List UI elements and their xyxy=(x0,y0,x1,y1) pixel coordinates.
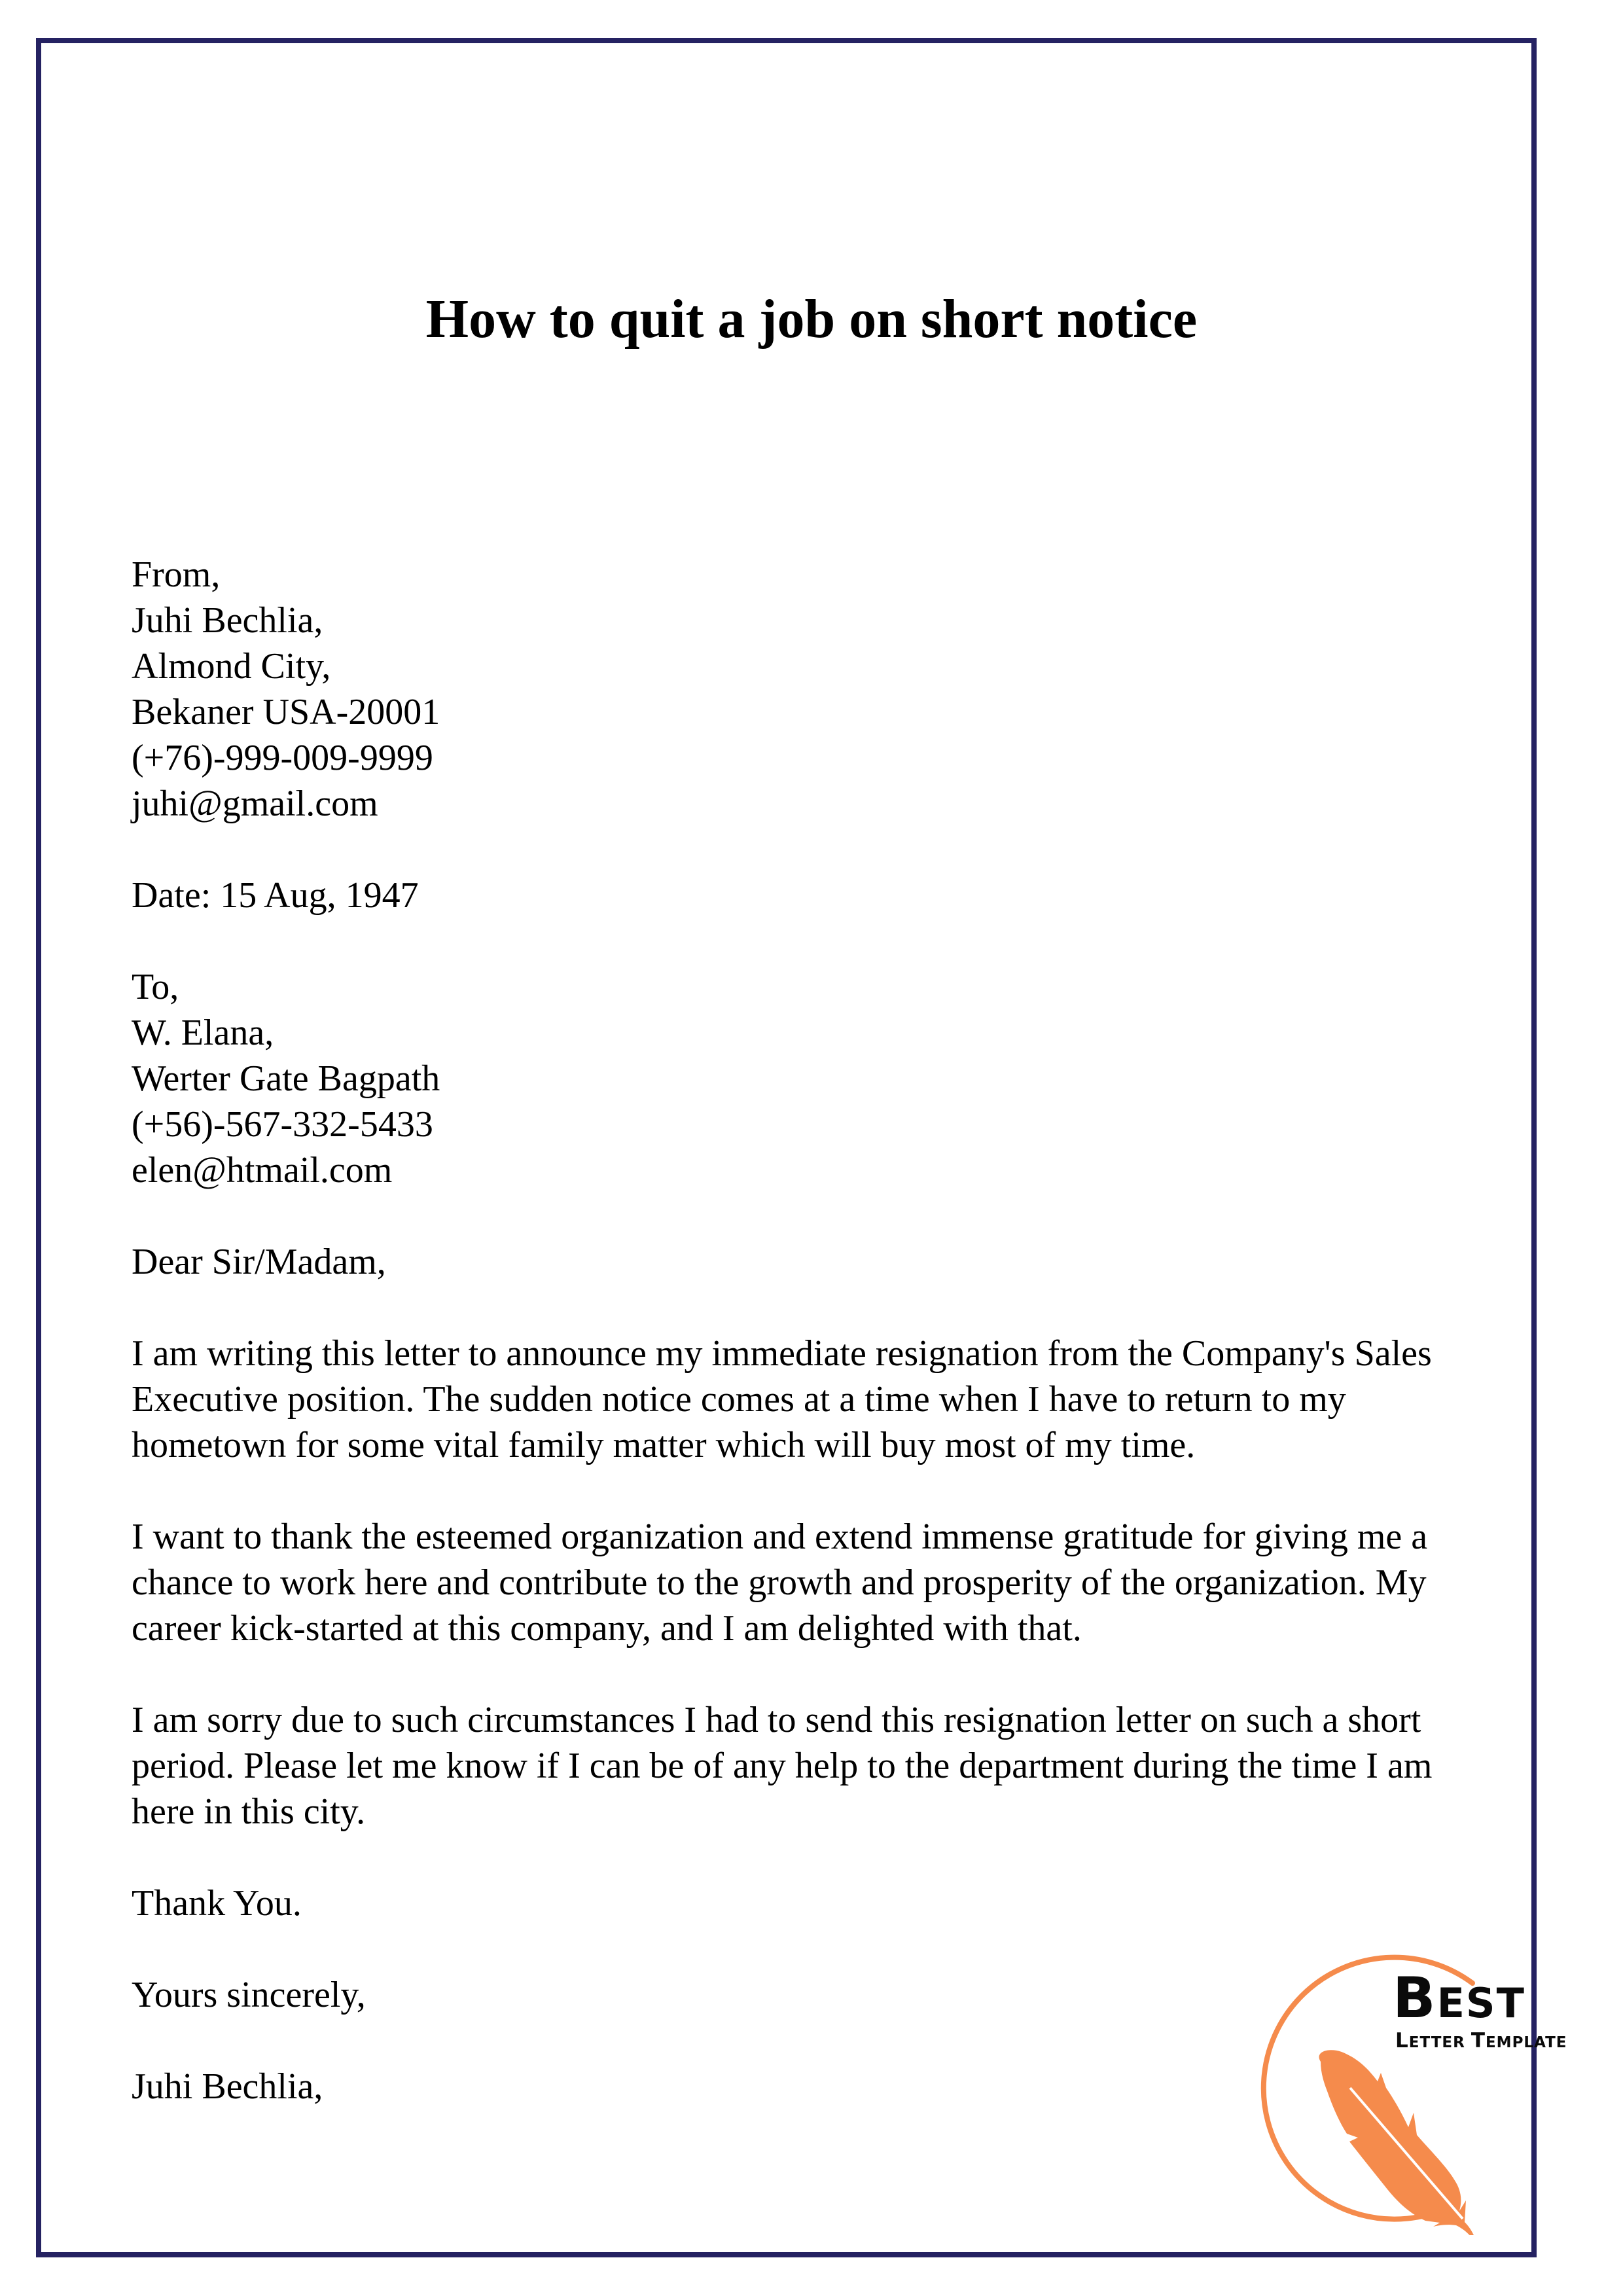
logo-best-initial: B xyxy=(1393,1965,1437,2031)
sender-label: From, xyxy=(132,554,221,595)
recipient-email: elen@htmail.com xyxy=(132,1150,393,1191)
body-paragraph-2 xyxy=(132,1514,1480,1651)
sender-name: Juhi Bechlia, xyxy=(132,600,323,641)
paragraph-line: here in this city. xyxy=(132,1791,366,1832)
logo-sub-initial: L xyxy=(1395,2029,1409,2053)
logo-sub-rest: ETTER xyxy=(1408,2034,1471,2051)
logo-wordmark-best xyxy=(1393,1965,1525,2033)
thanks-line: Thank You. xyxy=(132,1883,302,1924)
paragraph-line: Executive position. The sudden notice comes at a time when I have to return to my xyxy=(132,1379,1346,1420)
paragraph-line: chance to work here and contribute to the growth and prosperity of the organization. My xyxy=(132,1562,1427,1603)
recipient-phone: (+56)-567-332-5433 xyxy=(132,1104,433,1145)
body-paragraph-1 xyxy=(132,1331,1480,1468)
paragraph-line: hometown for some vital family matter which will buy most of my time. xyxy=(132,1425,1196,1465)
paragraph-line: I want to thank the esteemed organization and extend immense gratitude for giving me a xyxy=(132,1516,1428,1557)
sender-city: Almond City, xyxy=(132,646,331,687)
logo-best-rest: EST xyxy=(1436,1979,1525,2027)
document-title: How to quit a job on short notice xyxy=(425,289,1198,350)
sender-address: Bekaner USA-20001 xyxy=(132,692,440,732)
sender-phone: (+76)-999-009-9999 xyxy=(132,738,433,778)
logo-sub-initial: T xyxy=(1471,2029,1486,2053)
recipient-label: To, xyxy=(132,967,179,1007)
logo-sub-rest: EMPLATE xyxy=(1485,2034,1567,2051)
salutation: Dear Sir/Madam, xyxy=(132,1242,386,1282)
recipient-name: W. Elana, xyxy=(132,1013,274,1053)
paragraph-line: I am writing this letter to announce my immediate resignation from the Company's Sales xyxy=(132,1333,1432,1374)
signature-name: Juhi Bechlia, xyxy=(132,2066,323,2107)
paragraph-line: I am sorry due to such circumstances I had to send this resignation letter on such a short xyxy=(132,1700,1421,1740)
body-paragraph-3 xyxy=(132,1697,1480,1835)
paragraph-line: career kick-started at this company, and I am delighted with that. xyxy=(132,1608,1082,1649)
letter-date: Date: 15 Aug, 1947 xyxy=(132,875,419,916)
paragraph-line: period. Please let me know if I can be of any help to the department during the time I am xyxy=(132,1746,1433,1786)
sender-email: juhi@gmail.com xyxy=(132,783,378,824)
closing-line: Yours sincerely, xyxy=(132,1975,366,2015)
logo-wordmark-subtitle xyxy=(1395,2029,1567,2054)
sender-block xyxy=(132,552,1480,2109)
recipient-address: Werter Gate Bagpath xyxy=(132,1058,440,1099)
